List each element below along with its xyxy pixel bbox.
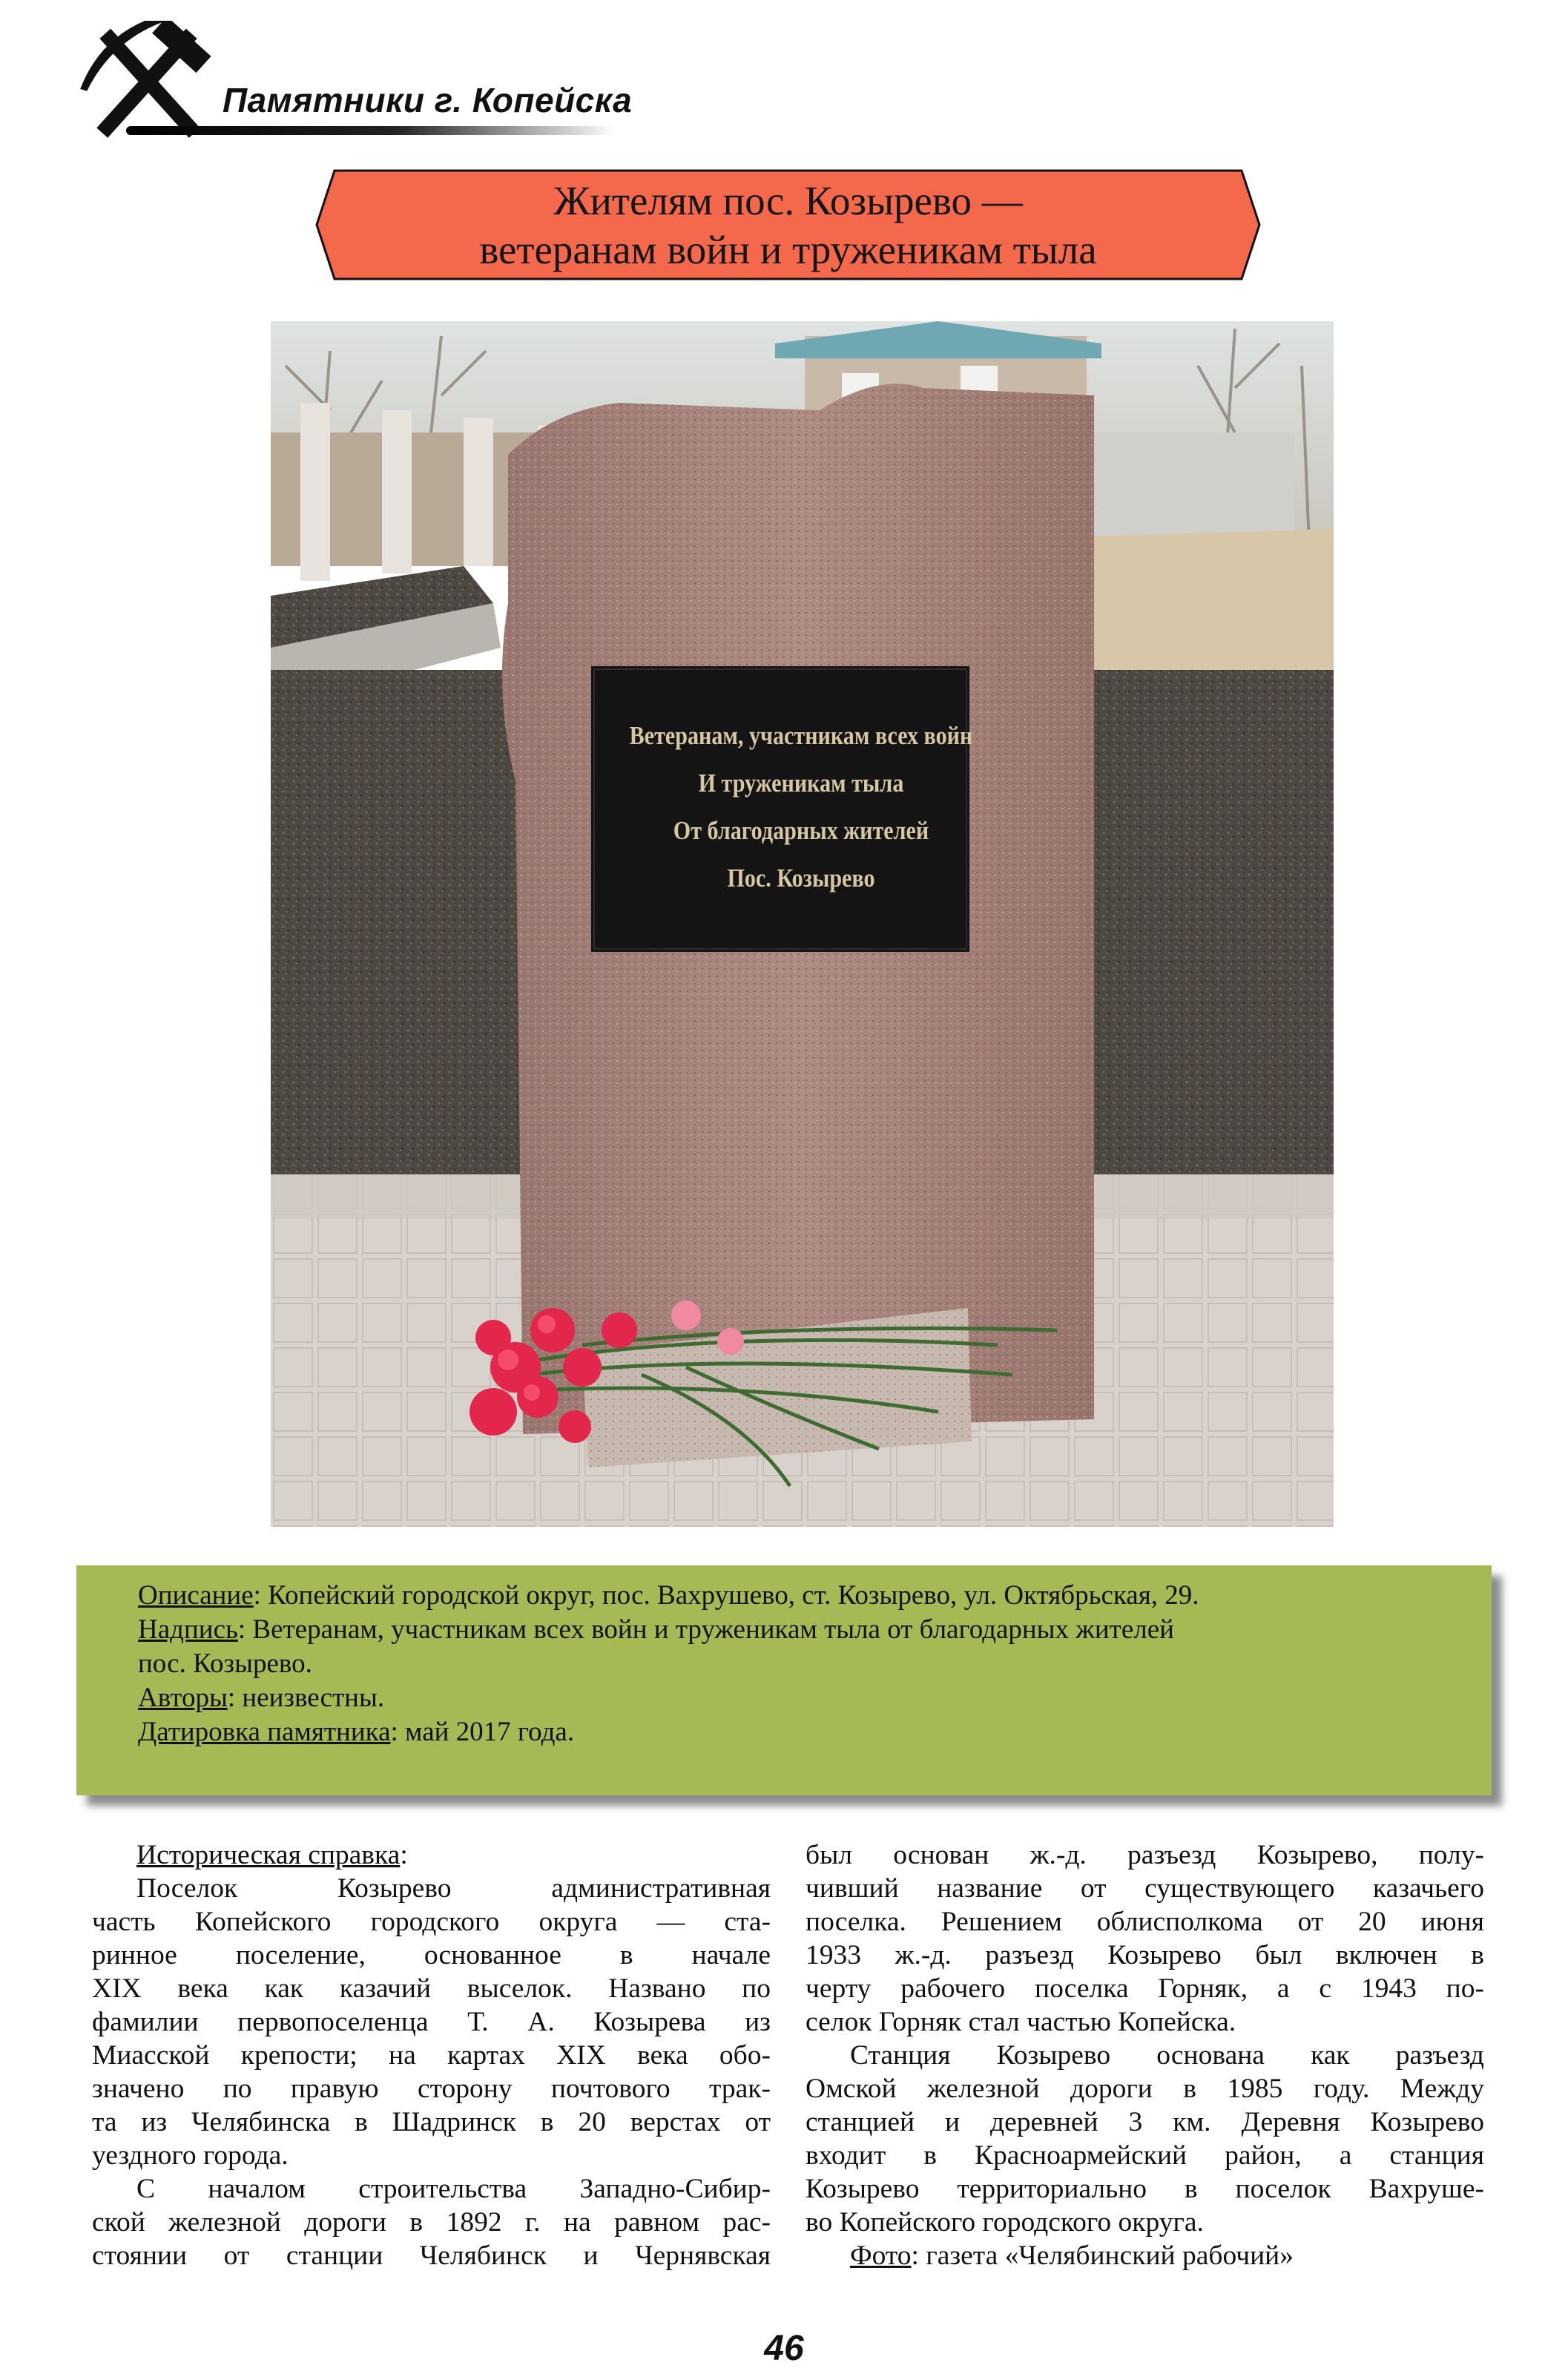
description-label: Описание [138, 1580, 254, 1611]
authors-text: : неизвестны. [227, 1683, 385, 1713]
page-number: 46 [764, 2329, 804, 2368]
text-line: Миасской крепости; на картах XIX века обо- [92, 2040, 771, 2071]
photo-credit-label: Фото [850, 2240, 912, 2271]
plaque-line: Ветеранам, участникам всех войн [629, 721, 973, 750]
inscription-row [138, 1613, 1473, 1647]
plaque-line: От благодарных жителей [673, 816, 929, 845]
text-line: Козырево территориально в поселок Вахруше- [806, 2174, 1484, 2204]
text-line: стоянии от станции Челябинск и Чернявская [92, 2240, 771, 2271]
text-line: поселка. Решением облисполкома от 20 июня [806, 1907, 1484, 1937]
info-box [76, 1565, 1492, 1795]
article-left-column [92, 1838, 771, 2272]
text-line: входит в Красноармейский район, а станция [806, 2140, 1484, 2171]
text-line: Станция Козырево основана как разъезд [850, 2040, 1484, 2071]
page-title [315, 177, 1261, 274]
text-line: ринное поселение, основанное в начале [92, 1940, 771, 1970]
text-line: станцией и деревней 3 км. Деревня Козырево [806, 2107, 1484, 2137]
inscription-row-continued [138, 1647, 1473, 1681]
article-right-column [806, 1838, 1484, 2272]
text-line: та из Челябинска в Шадринск в 20 верстах от [92, 2107, 771, 2137]
title-line-2: ветеранам войн и труженикам тыла [479, 227, 1097, 272]
description-text: : Копейский городской округ, пос. Вахрушево, ст. Козырево, ул. Октябрьская, 29. [253, 1580, 1199, 1611]
date-label: Датировка памятника [138, 1717, 391, 1747]
text-line: Поселок Козырево административная [136, 1873, 771, 1904]
text-line: уездного города. [92, 2140, 289, 2171]
article-heading-label: Историческая справка [136, 1840, 401, 1870]
title-banner [315, 169, 1261, 280]
text-line: селок Горняк стал частью Копейска. [806, 2007, 1236, 2037]
photo-credit-text: : газета «Челябинский рабочий» [911, 2240, 1294, 2271]
text-line: С началом строительства Западно-Сибир- [136, 2174, 771, 2204]
plaque-inscription [616, 712, 986, 902]
plaque-line: И труженикам тыла [698, 769, 904, 798]
text-line: часть Копейского городского округа — ста- [92, 1907, 771, 1937]
text-line: ской железной дороги в 1892 г. на равном рас- [92, 2207, 771, 2238]
description-row [138, 1579, 1473, 1613]
plaque-line: Пос. Козырево [727, 864, 875, 892]
text-line: во Копейского городского округа. [806, 2207, 1204, 2238]
authors-row [138, 1681, 1473, 1715]
text-line: чивший название от существующего казачьего [806, 1873, 1484, 1904]
title-line-1: Жителям пос. Козырево — [553, 178, 1023, 223]
crossed-hammer-pick-icon [78, 21, 219, 143]
inscription-text-continued: пос. Козырево. [138, 1648, 312, 1679]
text-line: фамилии первопоселенца Т. А. Козырева из [92, 2007, 771, 2037]
series-title: Памятники г. Копейска [223, 81, 633, 119]
text-line: XIX века как казачий выселок. Названо по [92, 1973, 771, 2004]
text-line: 1933 ж.-д. разъезд Козырево был включен в [806, 1940, 1484, 1970]
date-row [138, 1715, 1473, 1749]
monument-photo [271, 321, 1334, 1527]
authors-label: Авторы [138, 1683, 228, 1713]
text-line: черту рабочего поселка Горняк, а с 1943 по- [806, 1973, 1484, 2004]
article-heading-colon: : [400, 1840, 408, 1870]
inscription-text: : Ветеранам, участникам всех войн и труженикам тыла от благодарных жителей [237, 1614, 1174, 1645]
text-line: был основан ж.-д. разъезд Козырево, полу- [806, 1840, 1484, 1870]
article-heading [92, 1838, 771, 1872]
text-line: Омской железной дороги в 1985 году. Между [806, 2074, 1484, 2104]
inscription-label: Надпись [138, 1614, 238, 1645]
text-line: значено по правую сторону почтового трак- [92, 2074, 771, 2104]
photo-credit [806, 2239, 1484, 2272]
date-text: : май 2017 года. [390, 1717, 575, 1747]
header-rule [126, 126, 616, 135]
